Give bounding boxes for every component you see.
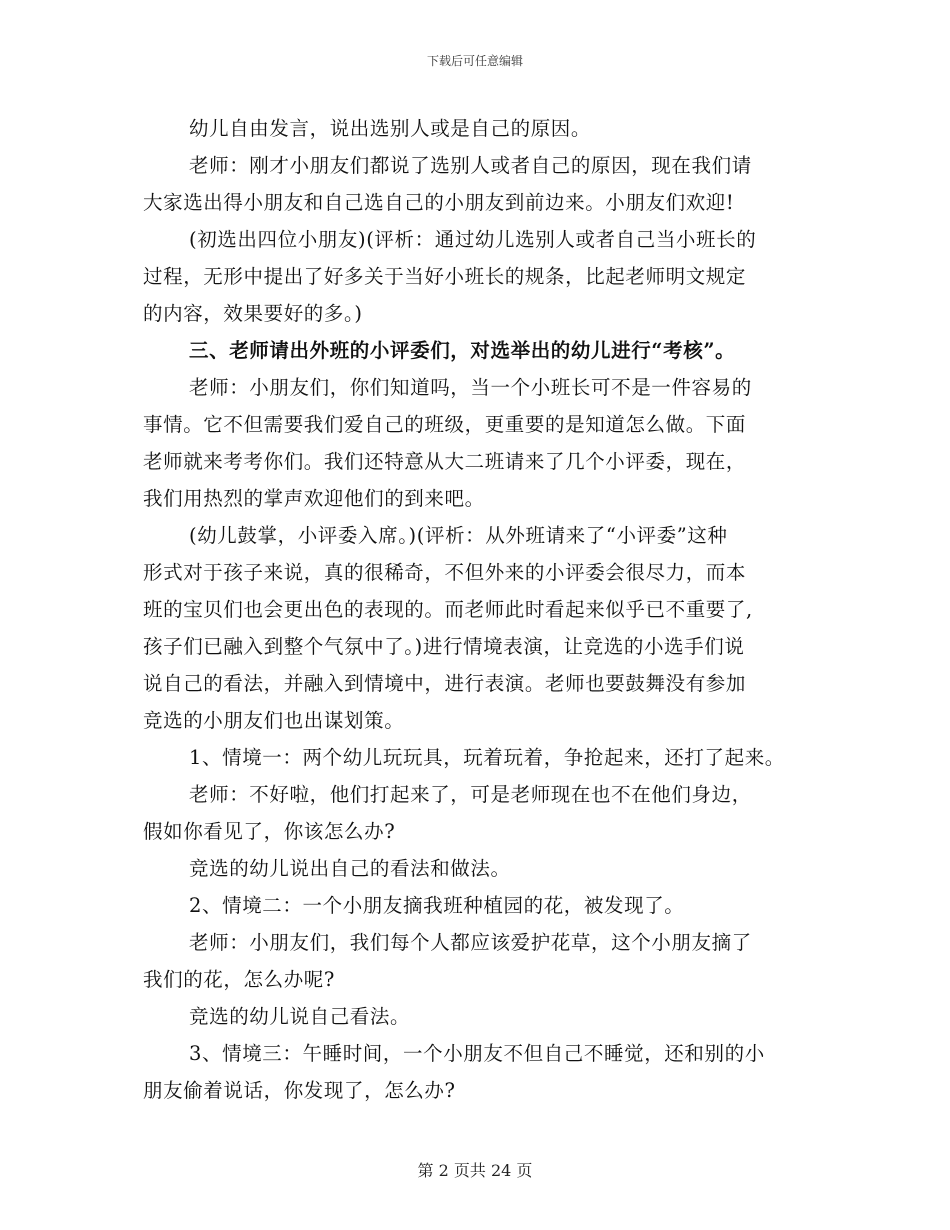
text-line: 事情。它不但需要我们爱自己的班级，更重要的是知道怎么做。下面 bbox=[143, 413, 747, 436]
text-line: 三、老师请出外班的小评委们，对选举出的幼儿进行“考核”。 bbox=[189, 339, 736, 362]
section-heading bbox=[143, 332, 833, 369]
text-line: 3、情境三：午睡时间，一个小朋友不但自己不睡觉，还和别的小 bbox=[189, 1042, 765, 1065]
paragraph bbox=[143, 517, 833, 739]
text-line: (幼儿鼓掌，小评委入席。)(评析：从外班请来了“小评委”这种 bbox=[189, 524, 728, 547]
text-line: 幼儿自由发言，说出选别人或是自己的原因。 bbox=[189, 117, 592, 140]
text-line: 老师：小朋友们，你们知道吗，当一个小班长可不是一件容易的 bbox=[189, 376, 752, 399]
page-header: 下载后可任意编辑 bbox=[426, 54, 523, 68]
paragraph bbox=[143, 110, 833, 147]
text-line: 老师：刚才小朋友们都说了选别人或者自己的原因，现在我们请 bbox=[189, 154, 752, 177]
paragraph bbox=[143, 887, 833, 924]
paragraph bbox=[143, 221, 833, 332]
text-line: 过程，无形中提出了好多关于当好小班长的规条，比起老师明文规定 bbox=[143, 265, 747, 288]
text-line: 孩子们已融入到整个气氛中了。)进行情境表演，让竞选的小选手们说 bbox=[143, 635, 745, 658]
text-line: 说自己的看法，并融入到情境中，进行表演。老师也要鼓舞没有参加 bbox=[143, 672, 747, 695]
text-line: 2、情境二：一个小朋友摘我班种植园的花，被发现了。 bbox=[189, 894, 685, 917]
text-line: 老师：不好啦，他们打起来了，可是老师现在也不在他们身边， bbox=[189, 783, 752, 806]
paragraph bbox=[143, 850, 833, 887]
text-line: 老师：小朋友们，我们每个人都应该爱护花草，这个小朋友摘了 bbox=[189, 931, 752, 954]
document-body bbox=[143, 110, 833, 1109]
text-line: 大家选出得小朋友和自己选自己的小朋友到前边来。小朋友们欢迎! bbox=[143, 191, 735, 214]
text-line: (初选出四位小朋友)(评析：通过幼儿选别人或者自己当小班长的 bbox=[189, 228, 757, 251]
paragraph bbox=[143, 776, 833, 850]
text-line: 的内容，效果要好的多。) bbox=[143, 302, 363, 325]
paragraph bbox=[143, 147, 833, 221]
paragraph bbox=[143, 924, 833, 998]
text-line: 朋友偷着说话，你发现了，怎么办? bbox=[143, 1079, 456, 1102]
text-line: 形式对于孩子来说，真的很稀奇，不但外来的小评委会很尽力，而本 bbox=[143, 561, 747, 584]
text-line: 1、情境一：两个幼儿玩玩具，玩着玩着，争抢起来，还打了起来。 bbox=[189, 746, 785, 769]
paragraph bbox=[143, 998, 833, 1035]
text-line: 老师就来考考你们。我们还特意从大二班请来了几个小评委，现在， bbox=[143, 450, 747, 473]
paragraph bbox=[143, 369, 833, 517]
paragraph bbox=[143, 1035, 833, 1109]
paragraph bbox=[143, 739, 833, 776]
text-line: 竞选的幼儿说自己看法。 bbox=[189, 1005, 411, 1028]
text-line: 我们的花，怎么办呢? bbox=[143, 968, 335, 991]
text-line: 竞选的小朋友们也出谋划策。 bbox=[143, 709, 405, 732]
page-footer: 第 2 页共 24 页 bbox=[417, 1161, 533, 1180]
text-line: 班的宝贝们也会更出色的表现的。而老师此时看起来似乎已不重要了, bbox=[143, 598, 753, 621]
text-line: 假如你看见了，你该怎么办? bbox=[143, 820, 396, 843]
text-line: 竞选的幼儿说出自己的看法和做法。 bbox=[189, 857, 511, 880]
text-line: 我们用热烈的掌声欢迎他们的到来吧。 bbox=[143, 487, 485, 510]
